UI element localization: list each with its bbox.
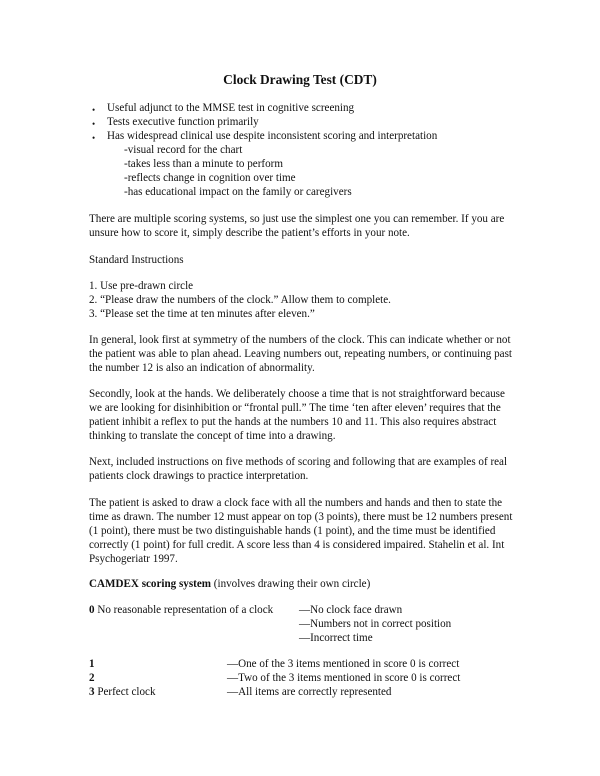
camdex-score0-criterion: —No clock face drawn (299, 604, 403, 616)
paragraph-multiple-systems: There are multiple scoring systems, so just use the simplest one you can remember. If you are unsure how to score it, simply describe the patient’s efforts in your note. (89, 213, 505, 239)
bullet-icon: • (92, 119, 96, 129)
camdex-score-2 (89, 671, 95, 685)
instruction-item: 3. “Please set the time at ten minutes after eleven.” (89, 308, 315, 320)
camdex-score-number: 1 (89, 658, 95, 670)
camdex-score-0 (89, 603, 273, 617)
bullet-icon: • (92, 133, 96, 143)
paragraph-symmetry: In general, look first at symmetry of the numbers of the clock. This can indicate whether or not the patient was able to plan ahead. Leaving numbers out, repeating numbers, or continuing past the number 12 is also an indication of abnormality. (89, 334, 512, 374)
page-title: Clock Drawing Test (CDT) (223, 72, 377, 87)
sub-bullet-item: -reflects change in cognition over time (124, 172, 296, 184)
sub-bullet-item: -visual record for the chart (124, 144, 243, 156)
instruction-item: 2. “Please draw the numbers of the clock.” Allow them to complete. (89, 294, 391, 306)
camdex-score-description: —All items are correctly represented (227, 686, 392, 698)
bullet-item: Has widespread clinical use despite inconsistent scoring and interpretation (107, 130, 438, 142)
camdex-score-1 (89, 657, 95, 671)
instruction-item: 1. Use pre-drawn circle (89, 280, 194, 292)
camdex-score-description: —One of the 3 items mentioned in score 0 is correct (227, 658, 460, 670)
bullet-item: Useful adjunct to the MMSE test in cognitive screening (107, 102, 355, 114)
sub-bullet-item: -has educational impact on the family or caregivers (124, 186, 352, 198)
paragraph-hands: Secondly, look at the hands. We deliberately choose a time that is not straightforward because we are looking for disinhibition or “frontal pull.” The time ‘ten after eleven’ requires that the patient inhibit a reflex to put the hands at the numbers 10 and 11. This also requires abstract thinking to translate the concept of time into a drawing. (89, 388, 505, 442)
camdex-score-number: 3 (89, 686, 95, 698)
paragraph-patient-instructions: The patient is asked to draw a clock face with all the numbers and hands and then to state the time as drawn. The number 12 must appear on top (3 points), there must be 12 numbers present (1 point), there must be two distinguishable hands (1 point), and the time must be identified correctly (1 point) for full credit. A score less than 4 is considered impaired. Stahelin et al. Int Psychogeriatr 1997. (89, 497, 513, 565)
paragraph-next: Next, included instructions on five methods of scoring and following that are examples of real patients clock drawings to practice interpretation. (89, 456, 508, 482)
bullet-icon: • (92, 105, 96, 115)
camdex-heading-rest: (involves drawing their own circle) (211, 578, 371, 590)
camdex-heading (89, 577, 370, 591)
camdex-score0-criterion: —Incorrect time (299, 632, 373, 644)
camdex-score-label: No reasonable representation of a clock (94, 604, 274, 616)
bullet-item: Tests executive function primarily (107, 116, 259, 128)
standard-instructions-heading: Standard Instructions (89, 254, 184, 266)
sub-bullet-item: -takes less than a minute to perform (124, 158, 283, 170)
camdex-score0-criterion: —Numbers not in correct position (299, 618, 452, 630)
camdex-score-description: —Two of the 3 items mentioned in score 0 is correct (227, 672, 461, 684)
camdex-heading-bold: CAMDEX scoring system (89, 578, 212, 590)
camdex-score-number: 0 (89, 604, 95, 616)
camdex-score-3 (89, 685, 156, 699)
camdex-score-label: Perfect clock (94, 686, 156, 698)
camdex-score-number: 2 (89, 672, 95, 684)
